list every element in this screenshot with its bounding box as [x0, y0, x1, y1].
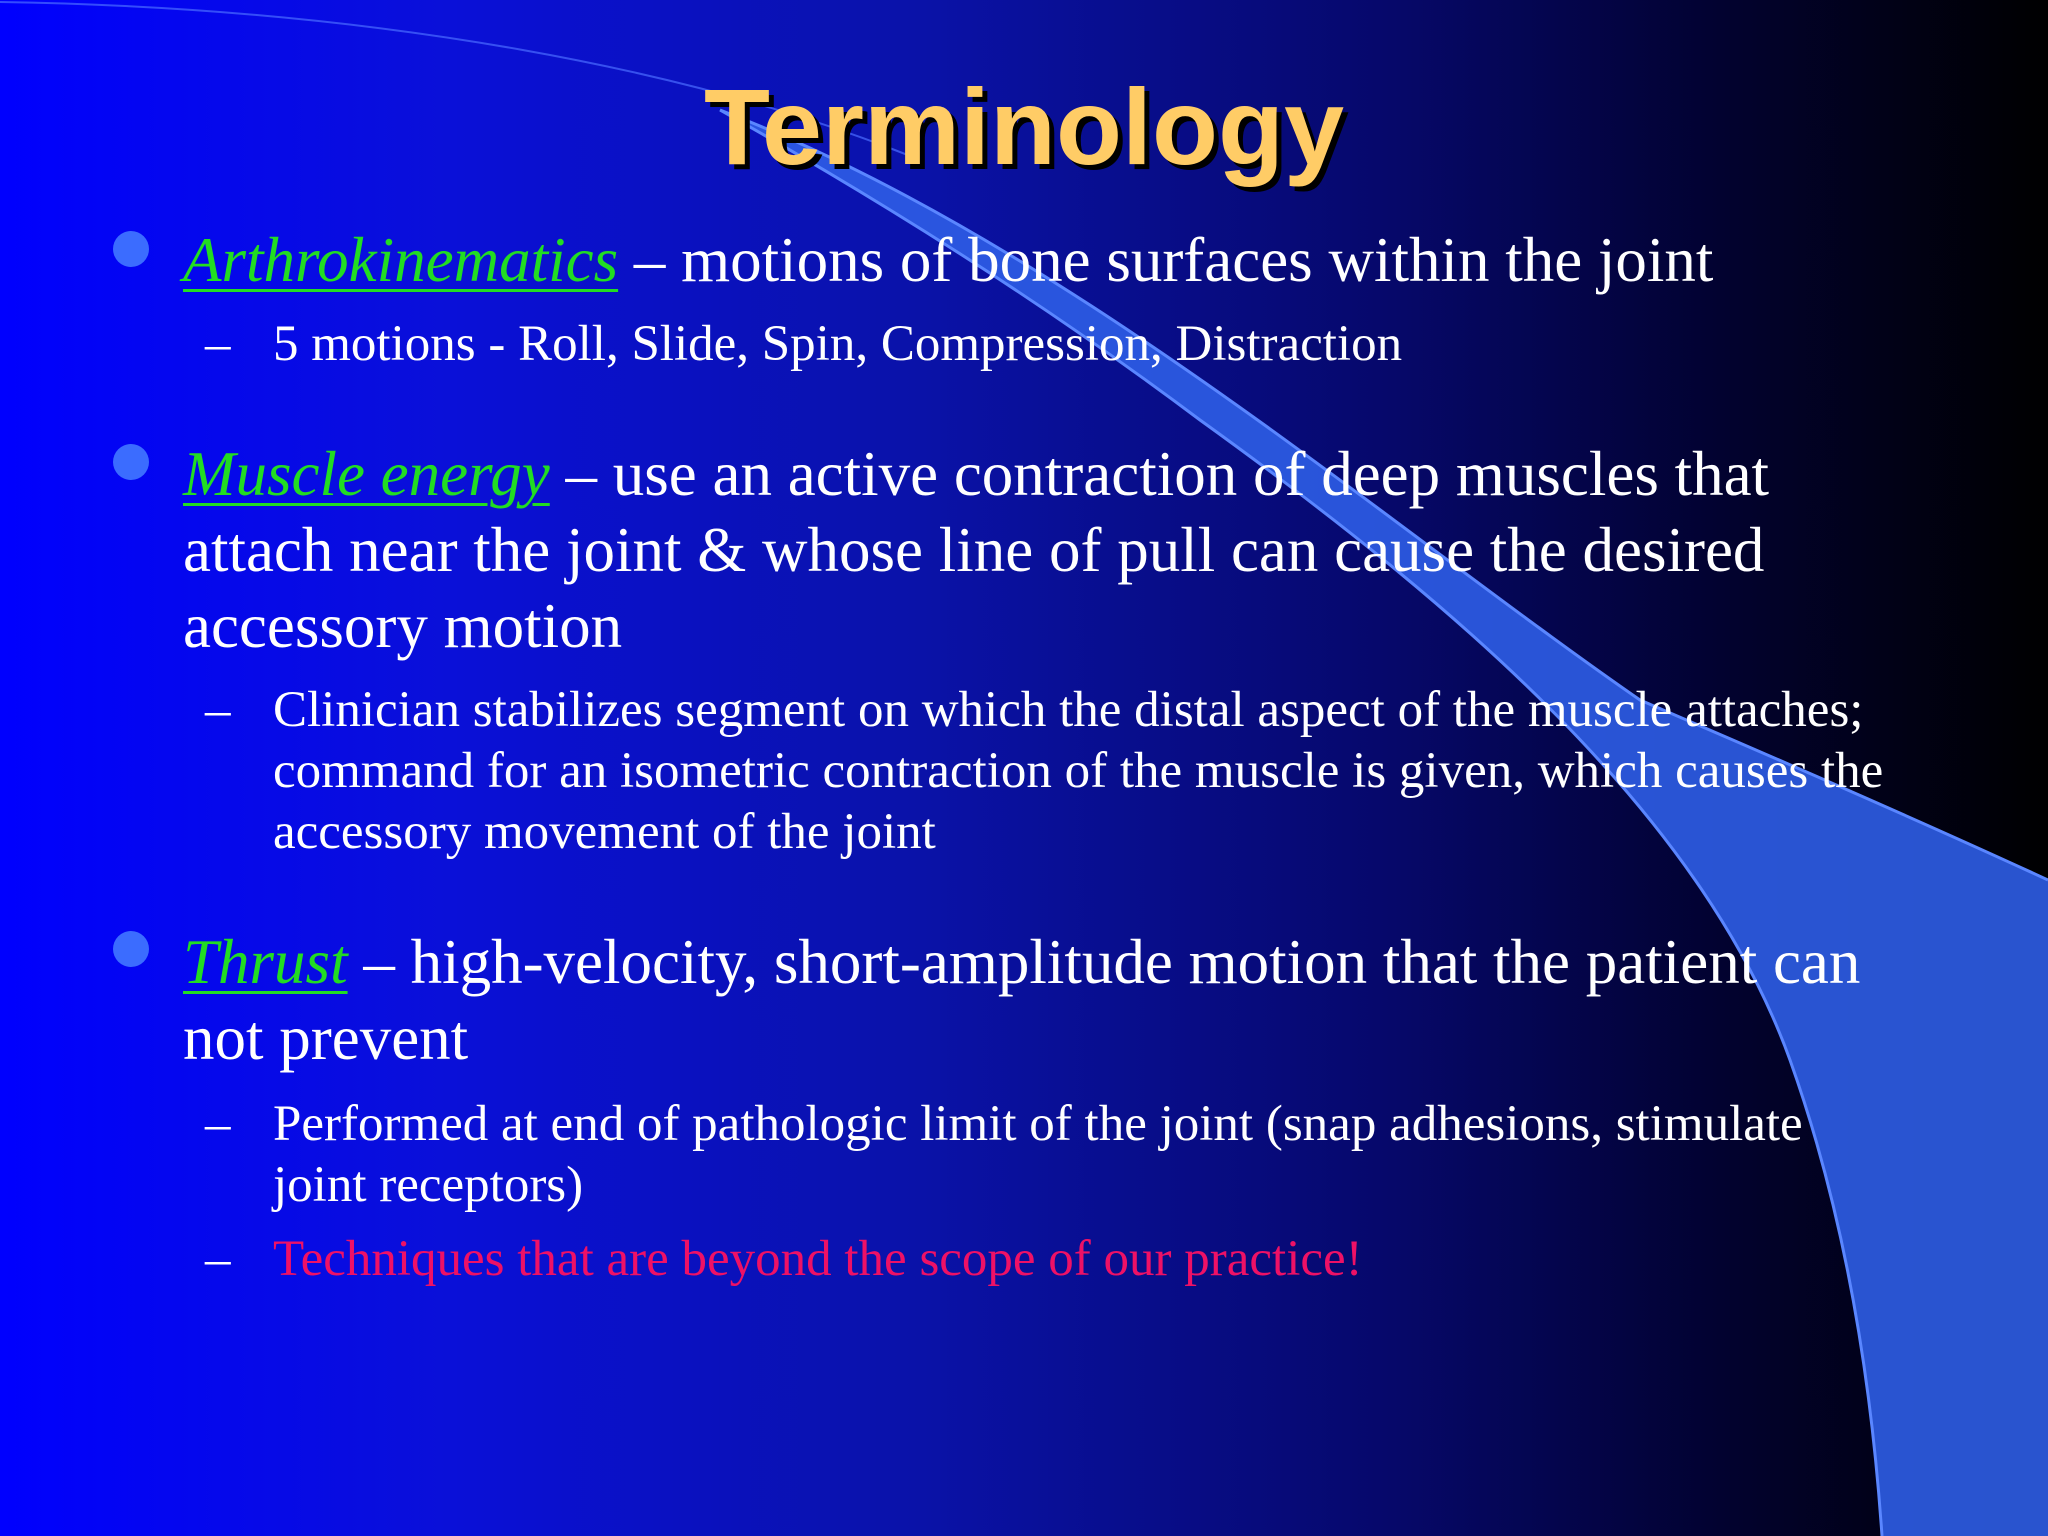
sub-bullet: Clinician stabilizes segment on which the distal aspect of the muscle attaches; command for an isometric contraction of the muscle is given, which causes the accessory movement of the joint	[273, 682, 1884, 860]
term-muscle-energy: Muscle energy	[183, 439, 550, 509]
definition-text: – motions of bone surfaces within the joint	[618, 225, 1714, 295]
definition-text: – high-velocity, short-amplitude motion that the patient can not prevent	[183, 927, 1861, 1073]
bullet-dot-icon	[113, 231, 149, 267]
sub-bullet: Performed at end of pathologic limit of the joint (snap adhesions, stimulate joint receptors)	[273, 1096, 1803, 1213]
slide-title: Terminology	[703, 66, 1345, 187]
bullet-dot-icon	[113, 931, 149, 967]
sub-bullet: 5 motions - Roll, Slide, Spin, Compression, Distraction	[273, 316, 1403, 372]
bullet-arthrokinematics	[183, 222, 1943, 298]
warning-sub-bullet: Techniques that are beyond the scope of our practice!	[273, 1231, 1363, 1287]
bullet-muscle-energy	[183, 436, 1903, 664]
term-thrust: Thrust	[183, 927, 348, 997]
sub-bullet-dash: –	[205, 682, 231, 738]
definition-text: – use an active contraction of deep muscles that attach near the joint & whose line of pull can cause the desired accessory motion	[183, 439, 1770, 661]
sub-bullet-dash: –	[205, 1096, 231, 1152]
sub-bullet-dash: –	[205, 1231, 231, 1287]
sub-bullet-dash: –	[205, 316, 231, 372]
bullet-thrust	[183, 924, 1953, 1076]
term-arthrokinematics: Arthrokinematics	[183, 225, 619, 295]
bullet-dot-icon	[113, 444, 149, 480]
